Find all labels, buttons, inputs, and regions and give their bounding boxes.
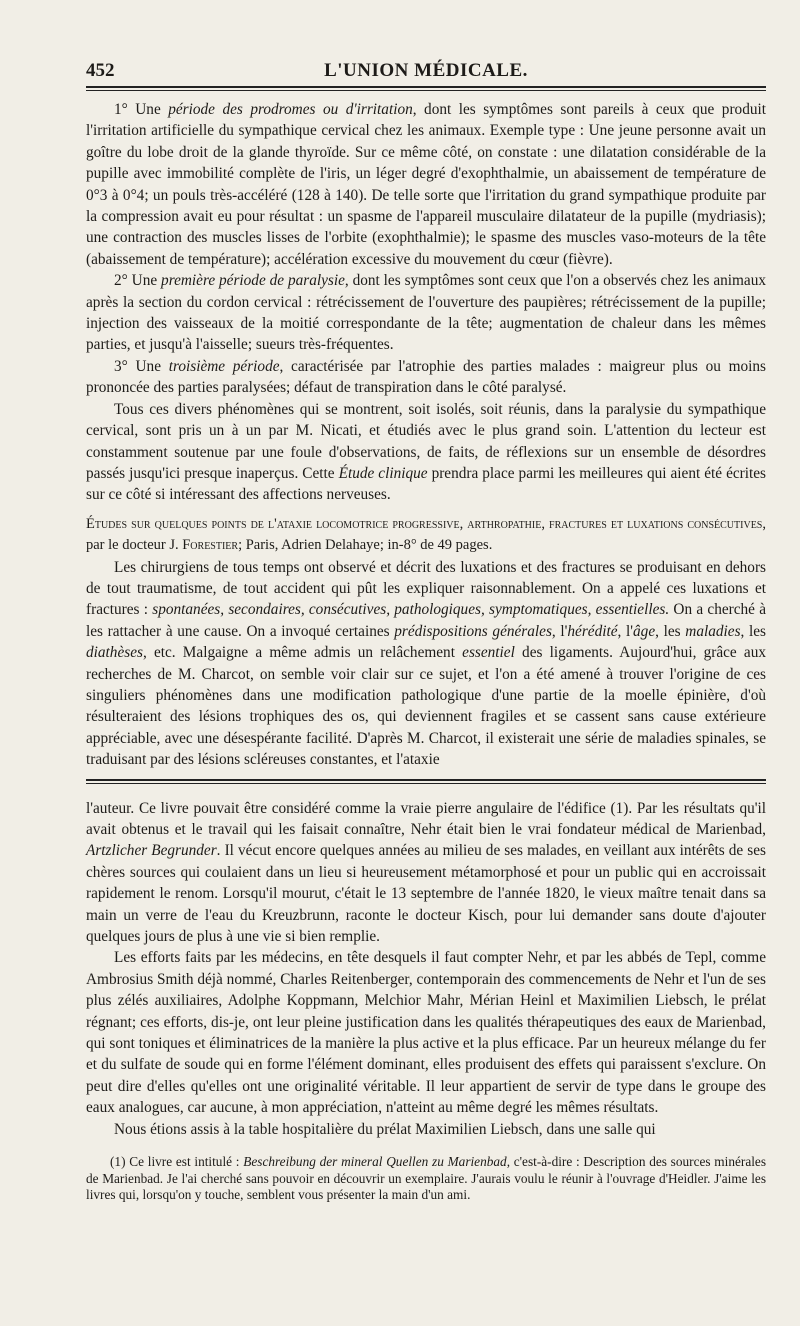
book-review-heading: Études sur quelques points de l'ataxie locomotrice progressive, arthropathie, fractures et luxations consécutives, par le docteur J. Forestier; Paris, Adrien Delahaye; in-8° de 49 pages. bbox=[86, 515, 766, 554]
header-rule bbox=[86, 90, 766, 91]
footnote-book-title: Beschreibung der mineral Quellen zu Marienbad bbox=[243, 1154, 507, 1170]
footnote: (1) Ce livre est intitulé : Beschreibung der mineral Quellen zu Marienbad, c'est-à-dire : Description des sources minérales de Marienbad. Je l'ai cherché sans pouvoir en découvrir un exemplaire. J'aurais voulu le réunir à l'ouvrage d'Heidler. J'aime les livres qui, lorsqu'on y touche, semblent vous présenter la main d'un ami. bbox=[86, 1154, 766, 1203]
paragraph-period-3: 3° Une troisième période, caractérisée par l'atrophie des parties malades : maigreur plus ou moins prononcée des parties paralysées; défaut de transpiration dans le côté paralysé. bbox=[86, 357, 766, 397]
book-title: Études sur quelques points de l'ataxie locomotrice progressive, arthropathie, fractures et luxations consécutives, bbox=[86, 515, 766, 532]
feuilleton-paragraph-1: l'auteur. Ce livre pouvait être considéré comme la vraie pierre angulaire de l'édifice (1). Par les résultats qu'il avait obtenus et le travail qui les faisait connaître, Nehr était bien le vrai fondateur médical de Marienbad, Artzlicher Begrunder. Il vécut encore quelques années au milieu de ses malades, en veillant aux intérêts de ses chères sources qui coulaient dans un lieu si heureusement métamorphosé et pour un public qui en accroissait rapidement le renom. Lorsqu'il mourut, c'était le 13 septembre de l'année 1820, le vieux maître tenait dans sa main un verre de l'eau du Kreuzbrunn, raconte le docteur Kisch, pour lui demander sans doute d'ajouter quelques jours de plus à une vie si bien remplie. bbox=[86, 799, 766, 946]
book-author: Forestier bbox=[182, 537, 239, 554]
italic-term: troisième période bbox=[168, 357, 280, 375]
review-body: Les chirurgiens de tous temps ont observé et décrit des luxations et des fractures se produisant en dehors de tout traumatisme, de tout accident qui pût les expliquer raisonnablement. On a appelé ces luxations et fractures : spontanées, secondaires, consécutives, pathologiques, symptomatiques, essentielles. On a cherché à les rattacher à une cause. On a invoqué certaines prédispositions générales, l'hérédité, l'âge, les maladies, les diathèses, etc. Malgaigne a même admis un relâchement essentiel des ligaments. Aujourd'hui, grâce aux recherches de M. Charcot, on semble voir clair sur ce sujet, et l'on a été amené à trouver l'origine de ces singuliers phénomènes dans une modification pathologique d'une partie de la moelle épinière, d'où résulteraient des lésions trophiques des os, qui deviennent fragiles et se cassent sans cause extérieure appréciable, avec une désespérante facilité. D'après M. Charcot, il existerait une série de maladies spinales, se traduisant par des lésions scléreuses constantes, et l'ataxie bbox=[86, 558, 767, 769]
feuilleton-paragraph-2: Les efforts faits par les médecins, en tête desquels il faut compter Nehr, et par les abbés de Tepl, comme Ambrosius Smith déjà nommé, Charles Reitenberger, contemporain des commencements de Nehr et l'un de ses plus zélés auxiliaires, Adolphe Koppmann, Melchior Mahr, Mérian Heinl et Maximilien Liebsch, le prélat régnant; ces efforts, dis-je, ont leur pleine justification dans les qualités thérapeutiques des eaux de Marienbad, qui sont toniques et éliminatrices de la manière la plus active et la plus efficace. Par un heureux mélange du fer et du sulfate de soude qui en forme l'élément dominant, elles produisent des effets qui paraissent s'exclure. On peut dire d'elles qu'elles ont une originalité véritable. Il leur appartient de servir de type dans le groupe des eaux analogues, car aucune, à mon appréciation, n'atteint au même degré les mêmes résultats. bbox=[86, 949, 766, 1117]
paragraph-summary: Tous ces divers phénomènes qui se montrent, soit isolés, soit réunis, dans la paralysie du sympathique cervical, sont pris un à un par M. Nicati, et étudiés avec le plus grand soin. L'attention du lecteur est constamment soutenue par une foule d'observations, de faits, de réflexions sur un ensemble de désordres passés jusqu'ici presque inaperçus. Cette Étude clinique prendra place parmi les meilleures qui aient été écrites sur ce côté si intéressant des affections nerveuses. bbox=[86, 400, 766, 504]
page-header bbox=[86, 50, 766, 88]
italic-term: période des prodromes ou d'irritation bbox=[168, 101, 413, 118]
italic-term: première période de paralysie bbox=[161, 272, 345, 290]
page-number: 452 bbox=[86, 60, 115, 81]
feuilleton-rule bbox=[86, 779, 766, 781]
running-title: L'UNION MÉDICALE. bbox=[324, 60, 528, 81]
feuilleton-paragraph-3: Nous étions assis à la table hospitalière du prélat Maximilien Liebsch, dans une salle qui bbox=[114, 1120, 656, 1138]
paragraph-period-2: 2° Une première période de paralysie, dont les symptômes sont ceux que l'on a observés chez les animaux après la section du cordon cervical : rétrécissement de l'ouverture des paupières; rétrécissement de la pupille; injection des vaisseaux de la moitié correspondante de la tête; augmentation de chaleur dans les mêmes parties, et jusqu'à l'aisselle; sueurs très-fréquentes. bbox=[86, 272, 766, 354]
paragraph-period-1: 1° Une période des prodromes ou d'irritation, dont les symptômes sont pareils à ceux que produit l'irritation artificielle du sympathique cervical chez les animaux. Exemple type : Une jeune personne avait un goître du lobe droit de la glande thyroïde. Sur ce même côté, on constate : une dilatation considérable de la pupille avec immobilité complète de l'iris, un léger degré d'exophthalmie, un abaissement de température de 0°3 à 0°4; un pouls très-accéléré (128 à 140). De telle sorte que l'irritation du grand sympathique produite par la compression avait eu pour résultat : un spasme de l'appareil musculaire dilatateur de la pupille (mydriasis); une contraction des muscles lisses de l'orbite (exophthalmie); le spasme des muscles vaso-moteurs de la tête (abaissement de température); accélération excessive du mouvement du cœur (fièvre). bbox=[86, 101, 766, 268]
italic-term: Étude clinique bbox=[338, 464, 428, 482]
